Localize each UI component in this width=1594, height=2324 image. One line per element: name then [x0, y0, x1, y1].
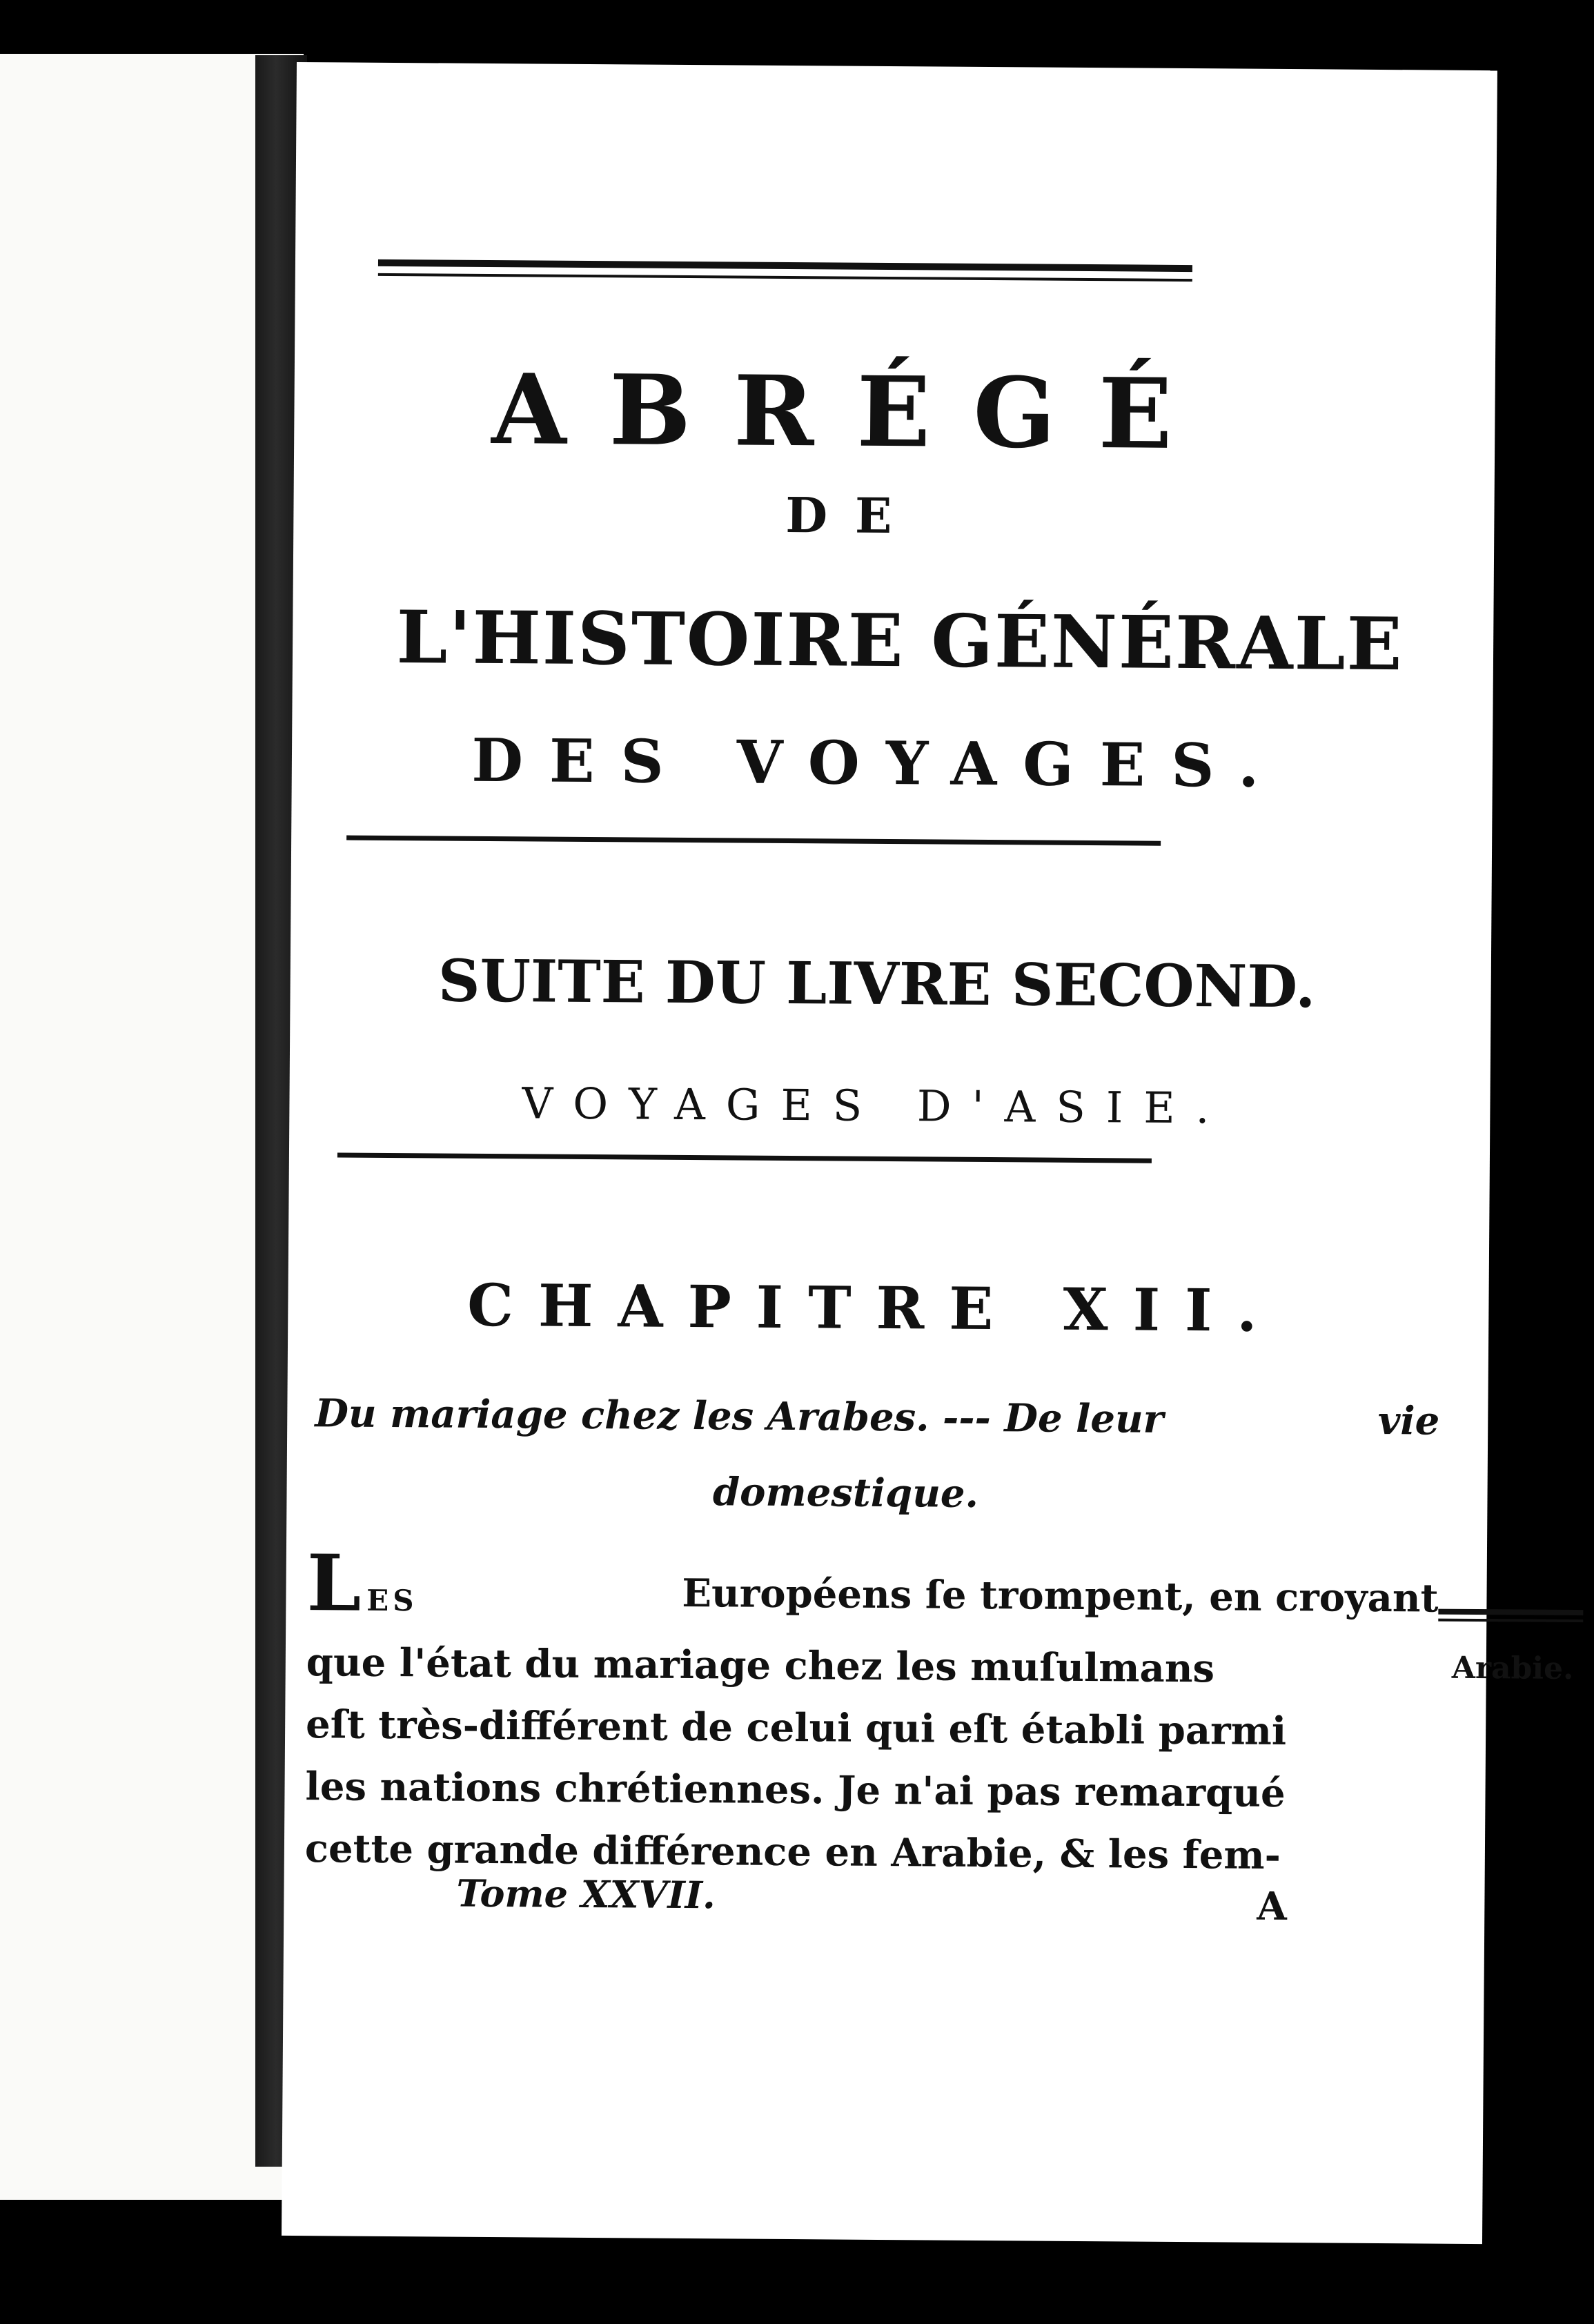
body-line-1-text: Européens ſe trompent, en croyant [682, 1570, 1439, 1622]
body-paragraph [304, 1538, 1439, 1887]
chapter-heading: CHAPITRE XII. [466, 1270, 1282, 1346]
chapter-summary-left: Du mariage chez les Arabes. --- De leur [315, 1390, 1164, 1442]
margin-note: Arabie. [1451, 1650, 1574, 1686]
margin-note-rule [1438, 1609, 1583, 1622]
drop-cap: L [306, 1538, 362, 1629]
subsection-heading: VOYAGES D'ASIE. [522, 1078, 1230, 1134]
body-line-5: cette grande différence en Arabie, & les fem- [304, 1826, 1281, 1879]
chapter-summary-right: vie [1377, 1397, 1440, 1444]
title-abrege: ABRÉGÉ [491, 353, 1216, 472]
rule-after-title [346, 836, 1161, 846]
top-double-rule [378, 259, 1192, 282]
body-line-3: eſt très-différent de celui qui eſt établi parmi [305, 1702, 1287, 1755]
signature-mark: A [1257, 1883, 1288, 1930]
title-page [282, 62, 1574, 2244]
body-line-2: que l'état du mariage chez les muſulmans [306, 1639, 1215, 1692]
signature-line: Tome XXVII. [456, 1871, 716, 1918]
body-line-4: les nations chrétiennes. Je n'ai pas remarqué [305, 1764, 1286, 1817]
title-de: DE [785, 486, 920, 545]
title-histoire-generale: L'HISTOIRE GÉNÉRALE [396, 594, 1404, 687]
body-line-1 [306, 1538, 1439, 1639]
section-heading: SUITE DU LIVRE SECOND. [437, 946, 1316, 1021]
drop-cap-rest: ES [366, 1583, 418, 1618]
chapter-summary-line1 [315, 1390, 1440, 1444]
rule-before-chapter [337, 1152, 1152, 1163]
title-des-voyages: DES VOYAGES. [471, 725, 1286, 802]
chapter-summary-line2: domestique. [712, 1469, 979, 1517]
